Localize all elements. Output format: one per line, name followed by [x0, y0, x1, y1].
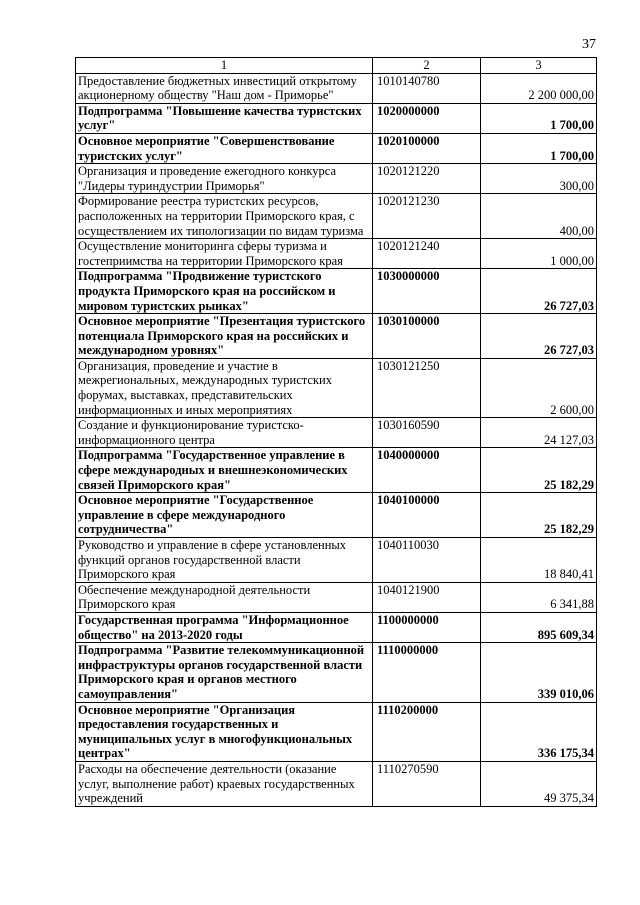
row-code-cell: 1010140780: [373, 73, 481, 103]
row-amount-cell: 1 000,00: [481, 239, 597, 269]
row-name-cell: Предоставление бюджетных инвестиций открытому акционерному обществу "Наш дом - Приморье": [76, 73, 373, 103]
row-amount-cell: 1 700,00: [481, 133, 597, 163]
row-amount-cell: 26 727,03: [481, 269, 597, 314]
row-name-cell: Расходы на обеспечение деятельности (оказание услуг, выполнение работ) краевых государственных учреждений: [76, 761, 373, 806]
table-body: [76, 73, 597, 806]
row-amount-cell: 2 600,00: [481, 358, 597, 417]
row-code-cell: 1030121250: [373, 358, 481, 417]
table-row: [76, 269, 597, 314]
row-amount-cell: 25 182,29: [481, 448, 597, 493]
row-amount-cell: 336 175,34: [481, 702, 597, 761]
row-name-cell: Подпрограмма "Повышение качества туристских услуг": [76, 103, 373, 133]
column-header-name: 1: [76, 58, 373, 74]
row-name-cell: Подпрограмма "Государственное управление в сфере международных и внешнеэкономических связей Приморского края": [76, 448, 373, 493]
table-row: [76, 493, 597, 538]
row-name-cell: Основное мероприятие "Государственное управление в сфере международного сотрудничества": [76, 493, 373, 538]
table-row: [76, 702, 597, 761]
row-code-cell: 1040121900: [373, 582, 481, 612]
row-name-cell: Обеспечение международной деятельности Приморского края: [76, 582, 373, 612]
row-amount-cell: 18 840,41: [481, 538, 597, 583]
row-amount-cell: 895 609,34: [481, 612, 597, 642]
table-row: [76, 103, 597, 133]
row-amount-cell: 24 127,03: [481, 418, 597, 448]
row-name-cell: Руководство и управление в сфере установленных функций органов государственной власти Приморского края: [76, 538, 373, 583]
row-amount-cell: 1 700,00: [481, 103, 597, 133]
column-header-amount: 3: [481, 58, 597, 74]
row-name-cell: Основное мероприятие "Презентация туристского потенциала Приморского края на российских и международном уровнях": [76, 314, 373, 359]
table-header-row: [76, 58, 597, 74]
table-row: [76, 643, 597, 702]
row-name-cell: Основное мероприятие "Организация предоставления государственных и муниципальных услуг в многофункциональных центрах": [76, 702, 373, 761]
row-code-cell: 1020121220: [373, 164, 481, 194]
row-code-cell: 1020100000: [373, 133, 481, 163]
table-row: [76, 239, 597, 269]
table-row: [76, 133, 597, 163]
row-code-cell: 1020121240: [373, 239, 481, 269]
row-amount-cell: 49 375,34: [481, 761, 597, 806]
table-row: [76, 73, 597, 103]
table-row: [76, 358, 597, 417]
row-name-cell: Государственная программа "Информационное общество" на 2013-2020 годы: [76, 612, 373, 642]
row-amount-cell: 2 200 000,00: [481, 73, 597, 103]
row-code-cell: 1030160590: [373, 418, 481, 448]
row-name-cell: Осуществление мониторинга сферы туризма и гостеприимства на территории Приморского края: [76, 239, 373, 269]
row-code-cell: 1100000000: [373, 612, 481, 642]
row-code-cell: 1020121230: [373, 194, 481, 239]
row-amount-cell: 6 341,88: [481, 582, 597, 612]
row-code-cell: 1110270590: [373, 761, 481, 806]
row-name-cell: Формирование реестра туристских ресурсов, расположенных на территории Приморского края, с осуществлением их типологизации по видам туризма: [76, 194, 373, 239]
table-row: [76, 448, 597, 493]
table-row: [76, 314, 597, 359]
row-name-cell: Организация и проведение ежегодного конкурса "Лидеры туриндустрии Приморья": [76, 164, 373, 194]
row-code-cell: 1040000000: [373, 448, 481, 493]
table-row: [76, 612, 597, 642]
column-header-code: 2: [373, 58, 481, 74]
table-row: [76, 418, 597, 448]
page-number: 37: [582, 37, 596, 52]
row-code-cell: 1110200000: [373, 702, 481, 761]
row-name-cell: Основное мероприятие "Совершенствование туристских услуг": [76, 133, 373, 163]
row-code-cell: 1030100000: [373, 314, 481, 359]
table-row: [76, 761, 597, 806]
row-code-cell: 1110000000: [373, 643, 481, 702]
table-row: [76, 164, 597, 194]
row-code-cell: 1040110030: [373, 538, 481, 583]
table-row: [76, 582, 597, 612]
row-name-cell: Подпрограмма "Развитие телекоммуникационной инфраструктуры органов государственной власти Приморского края и органов местного самоуправления": [76, 643, 373, 702]
row-amount-cell: 400,00: [481, 194, 597, 239]
row-amount-cell: 26 727,03: [481, 314, 597, 359]
row-code-cell: 1020000000: [373, 103, 481, 133]
table-row: [76, 538, 597, 583]
row-amount-cell: 339 010,06: [481, 643, 597, 702]
row-code-cell: 1030000000: [373, 269, 481, 314]
row-name-cell: Организация, проведение и участие в межрегиональных, международных туристских форумах, выставках, представительских информационных и иных мероприятиях: [76, 358, 373, 417]
row-code-cell: 1040100000: [373, 493, 481, 538]
row-amount-cell: 25 182,29: [481, 493, 597, 538]
row-name-cell: Создание и функционирование туристско-информационного центра: [76, 418, 373, 448]
row-amount-cell: 300,00: [481, 164, 597, 194]
budget-table: [75, 57, 597, 807]
row-name-cell: Подпрограмма "Продвижение туристского продукта Приморского края на российском и мировом туристских рынках": [76, 269, 373, 314]
table-row: [76, 194, 597, 239]
